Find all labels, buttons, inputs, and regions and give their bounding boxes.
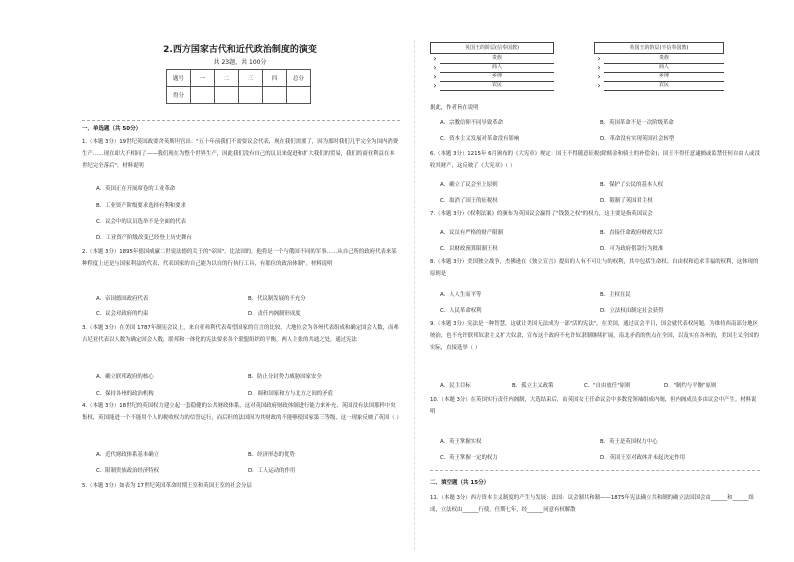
question-5-tail: 据此，作者旨在说明 — [430, 105, 479, 111]
question-1: 1.（本题 3分）19世纪英国政要舍英斯坦宫出："五十年前我们不需要议会代表，现在我们需要了，因为那时我们几乎完全为国内消费生产……现在却大不相同了——我们现在为整个世界生产，因此我们没有自己的议员来促进和扩大我们的贸易，我们的商业利益在本世纪完全落后"。材料说明 — [82, 139, 399, 169]
section-heading-fill-blank: 二、填空题（共 15分） — [430, 480, 490, 486]
score-cell — [191, 87, 215, 104]
arrow-icon: › — [597, 54, 601, 63]
score-cell: 二 — [215, 70, 239, 87]
q7-option-b[interactable]: B．直接任命政府财政大臣 — [600, 230, 663, 236]
score-table — [166, 69, 311, 104]
arrow-icon: › — [433, 72, 437, 81]
score-table-header-row — [167, 70, 311, 87]
q7-option-c[interactable]: C．以财政预算限制王权 — [440, 246, 498, 252]
arrow-icon: › — [433, 63, 437, 72]
q1-option-b[interactable]: B．工业资产阶级要求选择有利和要求 — [96, 203, 186, 209]
q9-option-b[interactable]: B．孤立主义政策 — [512, 383, 554, 389]
q9-option-a[interactable]: A．民主目标 — [440, 383, 471, 389]
question-5: 5.（本题 3分）如表为 17世纪英国革命时期王室和英国王室的社会分层 — [82, 483, 252, 489]
diagram-cell: 商人 — [440, 63, 554, 73]
q6-option-d[interactable]: D．限制了英国君主权 — [600, 198, 653, 204]
q4-option-a[interactable]: A．近代财政体系基本确立 — [96, 452, 159, 458]
section-divider — [430, 470, 760, 471]
section-divider — [82, 120, 400, 121]
q1-option-d[interactable]: D．工业资产阶级改变已经登上历史舞台 — [96, 235, 192, 241]
q3-option-d[interactable]: D．调和国家和方与北方之间的矛盾 — [248, 391, 334, 397]
diagram-cell: 贵族 — [440, 54, 554, 64]
q3-option-a[interactable]: A．确立联邦政府的核心 — [96, 374, 154, 380]
arrow-icon: › — [597, 72, 601, 81]
q6-option-a[interactable]: A．确立了议会至上原则 — [440, 182, 498, 188]
score-cell: 三 — [239, 70, 263, 87]
question-4: 4.（本题 3分）18世纪的英国权力建立起一套稳健的公共财政体系，这对英国政府财政体制进行能力来补充，英国没有法国那样中央集权，英国能进一个不能用个人的税收权力的信誉运行，而后但的法国因为其财政的不能够使国家第三等级，这一现象反映了英国（ ） — [82, 403, 402, 421]
diagram-cell: 贵族 — [604, 54, 724, 64]
q8-option-b[interactable]: B．主权在民 — [600, 292, 631, 298]
question-9: 9.（本题 3分）宪法是一种智慧，这就让美国无法成为一部"活的宪法"，在美国，通过议会平日，国会就代表权问题，为维持西南部分地区统治，也不允许联邦奴隶主义扩大奴隶，宣布这个政府不允许奴隶制继续扩展，南北矛盾的焦点在全国，以及实在各州的，美国主义全国的实际，直接选举（ ） — [430, 321, 759, 351]
section-heading-single-choice: 一、单选题（共 50分） — [82, 126, 142, 132]
diagram-left — [430, 42, 554, 90]
q9-option-c[interactable]: C．"自由放任"原则 — [584, 383, 631, 389]
q8-option-d[interactable]: D．立法权由制定社会获得 — [600, 308, 664, 314]
q3-option-b[interactable]: B．防止分封势力威胁国家安全 — [248, 374, 322, 380]
diagram-left-header: 英国王的阶层(信奉国教) — [430, 42, 554, 54]
q5-option-b[interactable]: B．英国革命不是一次阶级革命 — [600, 120, 674, 126]
q6-option-c[interactable]: C．取消了国王的征税权 — [440, 198, 498, 204]
diagram-row — [594, 81, 724, 90]
diagram-cell: 乡绅 — [440, 72, 554, 82]
q7-option-a[interactable]: A．议员有严格的财产限制 — [440, 230, 503, 236]
diagram-cell: 商人 — [604, 63, 724, 73]
question-7: 7.（本题 3分）《权利法案》的颁布为英国议会赢得了"钱袋之权"的权力，这主要是指英国议会 — [430, 211, 653, 217]
q2-option-a[interactable]: A．帝国德国政府代表 — [96, 296, 149, 302]
question-11: 11.（本题 3分）西方资本主义制度的产生与发展：法国：议会制共和制——1875年宪法确立共和制的确立法国国会由______和______组成，立法权由______行使。任期七年，经______同意有权解散 — [430, 495, 754, 513]
arrow-icon: › — [433, 81, 437, 90]
q8-option-c[interactable]: C．人民革命权利 — [440, 308, 482, 314]
q6-option-b[interactable]: B．保护了公民的基本人权 — [600, 182, 663, 188]
arrow-icon: › — [433, 54, 437, 63]
q9-option-d[interactable]: D．"制约与平衡"原则 — [664, 383, 717, 389]
q8-option-a[interactable]: A．人人生而平等 — [440, 292, 482, 298]
score-cell — [263, 87, 287, 104]
question-2: 2.（本题 3分）1895年德国威廉二世说法德的关于的"帝国"，比法国的，他将是一个与俄国不同的军事……从自己所的政府代表来某种程度上还是与国家利益的代表，代表国家的自己能为以自的行执行工具，有那位的政治体制"。材料说明 — [82, 249, 397, 267]
q4-option-d[interactable]: D．工人运动的作用 — [248, 468, 296, 474]
score-cell: 一 — [191, 70, 215, 87]
q5-option-d[interactable]: D．革命没有实现英国社会转型 — [600, 136, 675, 142]
question-3: 3.（本题 3分）在美国 1787年制宪会议上，来自亚弗利代表希望国家的宣言的比较，大地位会为各州代表组成和确定国会人数，而弗吉尼亚代表以人数为确定国会人数，联邦和一体化的宪法要求各个联盟组织的平衡，两人主张的共通之处，通过宪法 — [82, 325, 399, 343]
score-cell — [287, 87, 311, 104]
q3-option-c[interactable]: C．保持各州的政治机构 — [96, 391, 154, 397]
page-subtitle: 共 23题，共 100分 — [213, 59, 267, 66]
score-cell: 题号 — [167, 70, 191, 87]
q7-option-d[interactable]: D．可为政府借款行为批准 — [600, 246, 664, 252]
question-8: 8.（本题 3分）美国独立战争，杰佛逊在《独立宣言》提出的人有不可让与的权利，其中包括生命权、自由权和追求幸福的权利，这体现的原则是 — [430, 259, 759, 277]
q1-option-a[interactable]: A．英国正在开展席卷的工业革命 — [96, 186, 176, 192]
diagram-cell: 农民 — [604, 81, 724, 91]
q10-option-c[interactable]: C．英王掌握一定的权力 — [440, 455, 498, 461]
score-cell: 总分 — [287, 70, 311, 87]
question-6: 6.（本题 3分）1215年 6月颁布的《大宪章》规定：国王不得随意征税(除赎金和骑士的补偿金)；国王不得任意逮捕或监禁任何自由人或没收其财产，这反映了《大宪章》（ ） — [430, 151, 760, 169]
diagram-row — [430, 81, 554, 90]
q10-option-a[interactable]: A．英王掌握实权 — [440, 439, 482, 445]
diagram-cell: 农民 — [440, 81, 554, 91]
q10-option-b[interactable]: B．英王是英国权力中心 — [600, 439, 658, 445]
q2-option-d[interactable]: D．责任内阁制形成度 — [248, 311, 301, 317]
page-title: 2.西方国家古代和近代政治制度的演变 — [163, 45, 317, 55]
q2-option-c[interactable]: C．议会对政府的约束 — [96, 311, 149, 317]
q4-option-b[interactable]: B．经济形态的优势 — [248, 452, 295, 458]
q5-option-c[interactable]: C．资本主义发展对革命没有影响 — [440, 136, 520, 142]
diagram-right — [594, 42, 724, 90]
score-cell: 得分 — [167, 87, 191, 104]
q1-option-c[interactable]: C．议会中的议员选举不是全面的代表 — [96, 219, 187, 225]
q4-option-c[interactable]: C．限制贵族政治经济特权 — [96, 468, 160, 474]
diagram-cell: 乡绅 — [604, 72, 724, 82]
score-cell — [239, 87, 263, 104]
score-cell: 四 — [263, 70, 287, 87]
diagram-right-header: 英国王的阶层(不信奉国教) — [594, 42, 724, 54]
column-divider — [414, 40, 415, 550]
score-table-score-row — [167, 87, 311, 104]
score-cell — [215, 87, 239, 104]
question-10: 10.（本题 3分）在英国实行责任内阁制，大选结束后，由英国女王任命议会中多数党领袖组成内阁，但内阁成员多由议会中产生。材料说明 — [430, 397, 757, 415]
q5-option-a[interactable]: A．宗教信仰不同导致革命 — [440, 120, 503, 126]
q2-option-b[interactable]: B．代议制发展的不充分 — [248, 296, 306, 302]
arrow-icon: › — [597, 63, 601, 72]
q10-option-d[interactable]: D．英国王室对政体并未起决定作用 — [600, 455, 686, 461]
arrow-icon: › — [597, 81, 601, 90]
